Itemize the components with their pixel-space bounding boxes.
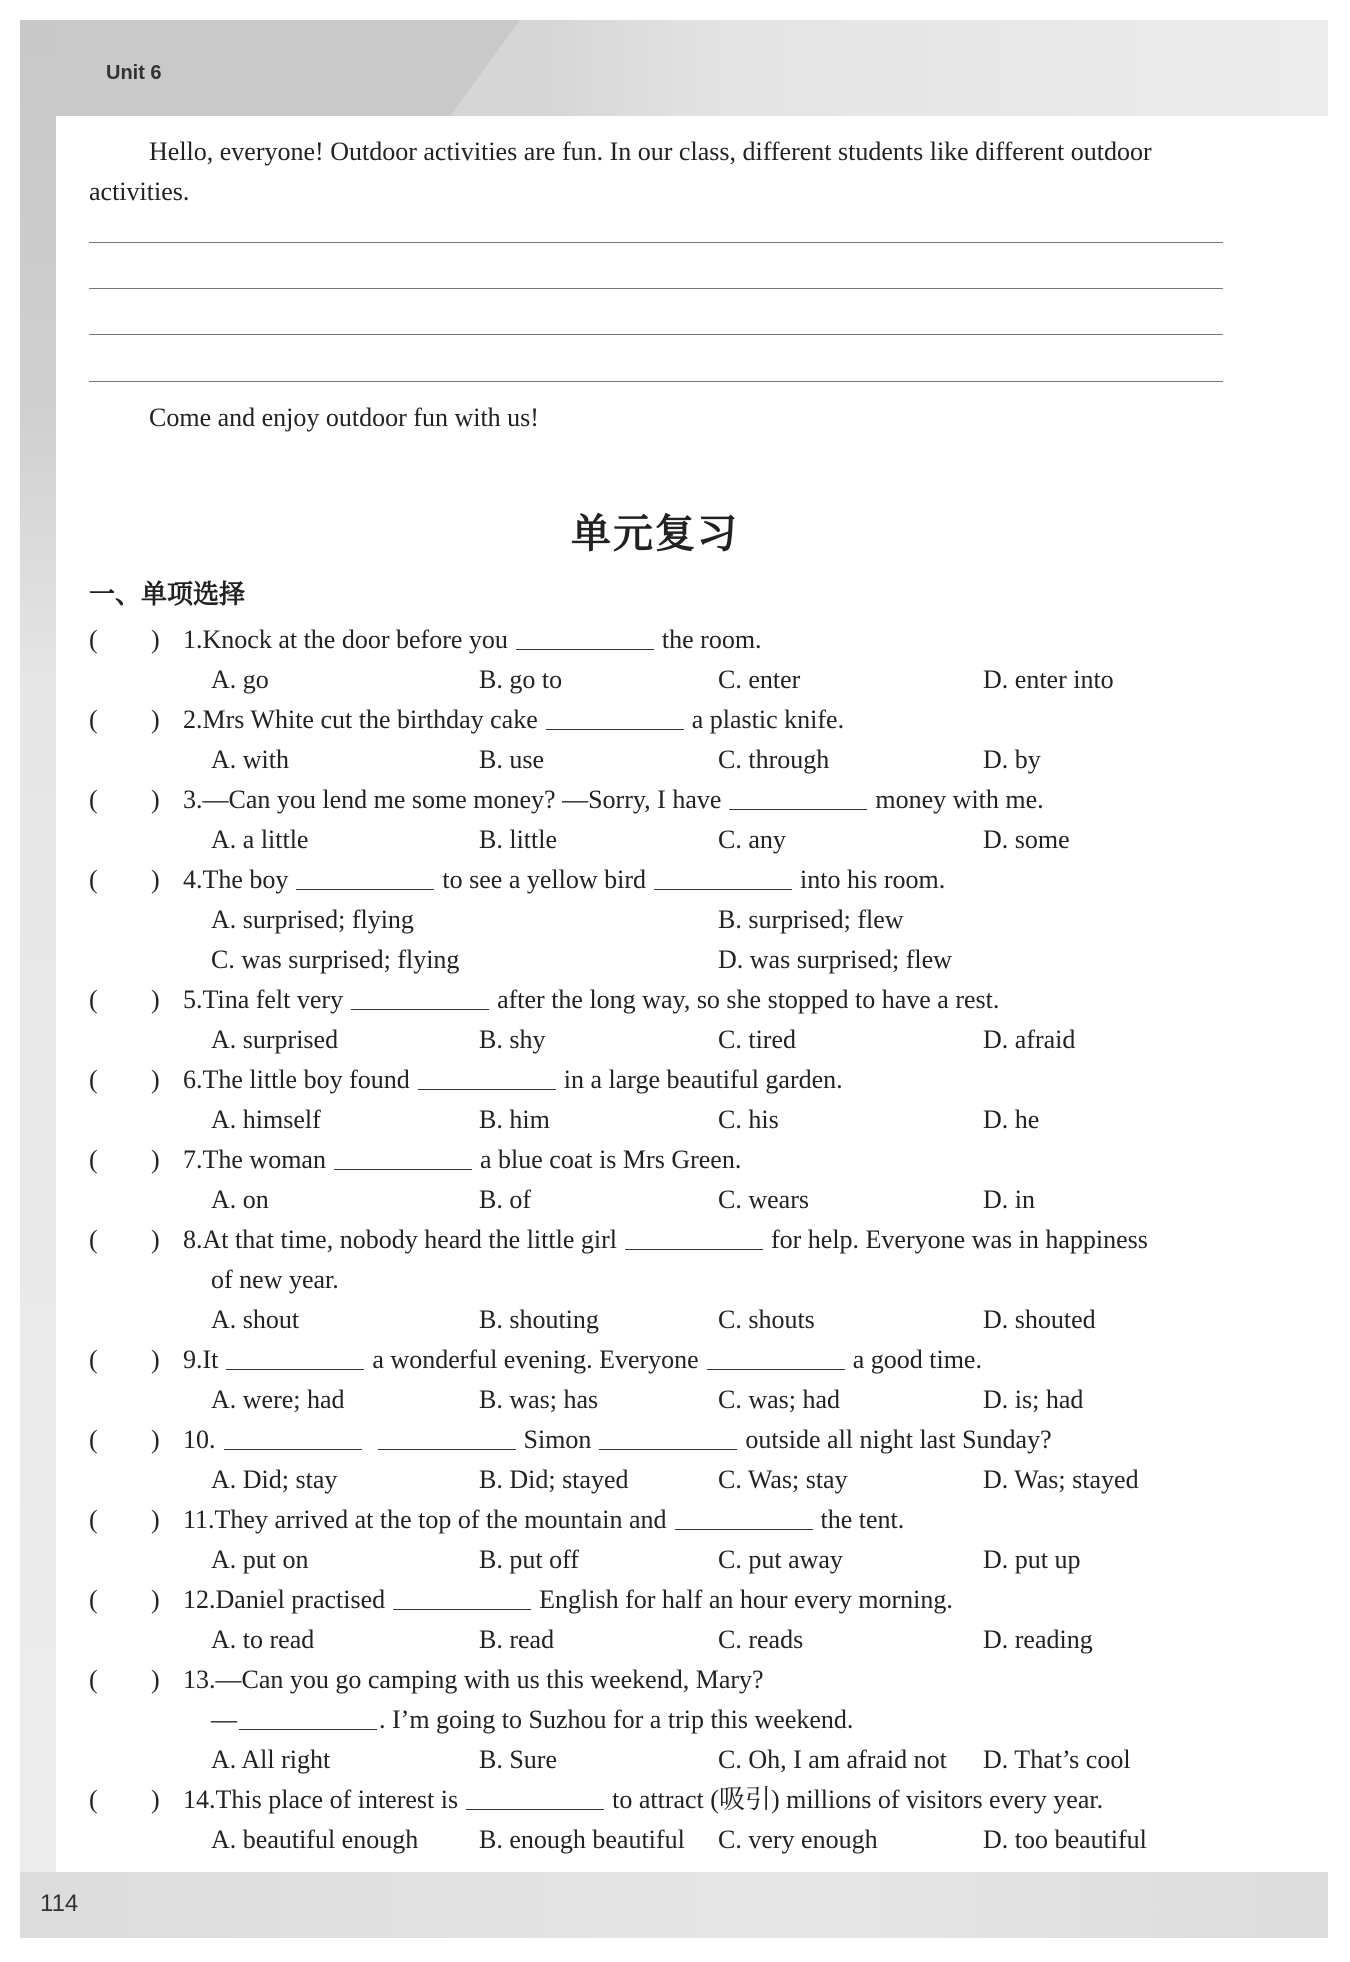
question-segment: Knock at the door before you: [202, 625, 508, 654]
answer-blank[interactable]: [351, 1008, 489, 1010]
question-text: [183, 780, 1044, 820]
part-heading: 一、单项选择: [89, 580, 246, 610]
option[interactable]: B. him: [479, 1105, 550, 1134]
option[interactable]: A. Did; stay: [211, 1465, 338, 1494]
answer-bracket-open[interactable]: (: [89, 625, 98, 654]
answer-blank[interactable]: [418, 1088, 556, 1090]
question-item: [89, 1500, 1249, 1580]
question-line: [89, 780, 1249, 820]
option[interactable]: D. shouted: [983, 1305, 1096, 1334]
question-number: 14.: [183, 1785, 216, 1814]
option[interactable]: A. surprised: [211, 1025, 339, 1054]
question-line: [89, 1220, 1249, 1260]
answer-bracket-open[interactable]: (: [89, 705, 98, 734]
option[interactable]: B. shy: [479, 1025, 546, 1054]
option[interactable]: D. is; had: [983, 1385, 1084, 1414]
question-segment: money with me.: [875, 785, 1044, 814]
option[interactable]: A. a little: [211, 825, 309, 854]
question-number: 12.: [183, 1585, 216, 1614]
option[interactable]: A. put on: [211, 1545, 309, 1574]
question-number: 2.: [183, 705, 203, 734]
option[interactable]: C. was; had: [718, 1385, 841, 1414]
option[interactable]: C. Oh, I am afraid not: [718, 1745, 947, 1774]
option[interactable]: A. were; had: [211, 1385, 345, 1414]
option[interactable]: A. go: [211, 665, 269, 694]
question-item: [89, 1780, 1249, 1860]
question-number: 8.: [183, 1225, 203, 1254]
question-line: [89, 1340, 1249, 1380]
question-item: [89, 620, 1249, 700]
answer-bracket-open[interactable]: (: [89, 865, 98, 894]
option[interactable]: B. of: [479, 1185, 531, 1214]
question-text: [183, 700, 844, 740]
option[interactable]: C. put away: [718, 1545, 843, 1574]
option[interactable]: B. read: [479, 1625, 555, 1654]
option[interactable]: A. surprised; flying: [211, 905, 414, 934]
question-segment: The little boy found: [202, 1065, 410, 1094]
option-row: [89, 900, 1249, 940]
option[interactable]: C. reads: [718, 1625, 804, 1654]
question-number: 9.: [183, 1345, 203, 1374]
option-row: [89, 660, 1249, 700]
option[interactable]: A. to read: [211, 1625, 315, 1654]
question-continuation: [89, 1260, 1249, 1300]
question-segment: The boy: [202, 865, 289, 894]
question-segment: to attract (吸引) millions of visitors every year.: [612, 1785, 1104, 1814]
writing-line: [89, 381, 1223, 382]
option-row: [89, 1460, 1249, 1500]
answer-bracket-open[interactable]: (: [89, 1585, 98, 1614]
question-line: [89, 620, 1249, 660]
question-segment: This place of interest is: [215, 1785, 459, 1814]
question-item: [89, 1660, 1249, 1780]
question-number: 3.: [183, 785, 203, 814]
option-row: [89, 1020, 1249, 1060]
answer-bracket-close[interactable]: ): [151, 1585, 160, 1614]
question-line: [89, 980, 1249, 1020]
question-item: [89, 1220, 1249, 1340]
answer-blank[interactable]: [625, 1248, 763, 1250]
question-segment: for help. Everyone was in happiness: [770, 1225, 1148, 1254]
question-item: [89, 1140, 1249, 1220]
continuation-segment: . I’m going to Suzhou for a trip this weekend.: [379, 1705, 854, 1734]
question-segment: after the long way, so she stopped to have a rest.: [497, 985, 1000, 1014]
option-row: [89, 1180, 1249, 1220]
question-segment: Mrs White cut the birthday cake: [202, 705, 538, 734]
answer-blank[interactable]: [239, 1728, 377, 1730]
question-continuation: [89, 1700, 1249, 1740]
page-frame-top-shade: [20, 20, 520, 116]
answer-bracket-open[interactable]: (: [89, 1785, 98, 1814]
unit-label: Unit 6: [106, 62, 162, 84]
answer-bracket-close[interactable]: ): [151, 865, 160, 894]
option[interactable]: C. very enough: [718, 1825, 878, 1854]
answer-bracket-close[interactable]: ): [151, 1225, 160, 1254]
answer-bracket-open[interactable]: (: [89, 785, 98, 814]
option[interactable]: A. himself: [211, 1105, 321, 1134]
question-item: [89, 1060, 1249, 1140]
question-segment: Tina felt very: [202, 985, 344, 1014]
option[interactable]: B. little: [479, 825, 557, 854]
answer-blank[interactable]: [226, 1368, 364, 1370]
question-line: [89, 1500, 1249, 1540]
answer-bracket-close[interactable]: ): [151, 1065, 160, 1094]
answer-blank[interactable]: [334, 1168, 472, 1170]
question-text: [183, 860, 945, 900]
question-text: [183, 1500, 904, 1540]
answer-bracket-close[interactable]: ): [151, 625, 160, 654]
question-text: [183, 1140, 741, 1180]
option[interactable]: B. Sure: [479, 1745, 557, 1774]
answer-bracket-open[interactable]: (: [89, 1345, 98, 1374]
option[interactable]: A. with: [211, 745, 289, 774]
option[interactable]: C. tired: [718, 1025, 796, 1054]
question-number: 4.: [183, 865, 203, 894]
page-number: 114: [40, 1890, 79, 1917]
answer-bracket-close[interactable]: ): [151, 1665, 160, 1694]
answer-bracket-close[interactable]: ): [151, 785, 160, 814]
option[interactable]: D. afraid: [983, 1025, 1076, 1054]
question-number: 10.: [183, 1425, 216, 1454]
continuation-dash: —: [211, 1705, 237, 1734]
question-segment: the tent.: [820, 1505, 905, 1534]
answer-bracket-open[interactable]: (: [89, 1425, 98, 1454]
question-line: [89, 1660, 1249, 1700]
option[interactable]: D. some: [983, 825, 1070, 854]
option-row: [89, 1100, 1249, 1140]
question-segment: the room.: [661, 625, 762, 654]
question-segment: —Can you lend me some money? —Sorry, I have: [202, 785, 722, 814]
option[interactable]: B. put off: [479, 1545, 579, 1574]
question-item: [89, 1580, 1249, 1660]
page-frame-left: [20, 20, 56, 1938]
question-text: [183, 1340, 982, 1380]
answer-bracket-close[interactable]: ): [151, 1425, 160, 1454]
answer-blank[interactable]: [296, 888, 434, 890]
option[interactable]: D. in: [983, 1185, 1035, 1214]
option[interactable]: D. was surprised; flew: [718, 945, 952, 974]
question-line: [89, 1140, 1249, 1180]
question-item: [89, 860, 1249, 980]
option-row: [89, 1620, 1249, 1660]
option[interactable]: B. enough beautiful: [479, 1825, 685, 1854]
question-segment: The woman: [202, 1145, 326, 1174]
answer-bracket-close[interactable]: ): [151, 705, 160, 734]
question-segment: Daniel practised: [215, 1585, 386, 1614]
answer-blank[interactable]: [675, 1528, 813, 1530]
question-segment: a blue coat is Mrs Green.: [479, 1145, 742, 1174]
option[interactable]: D. he: [983, 1105, 1040, 1134]
answer-blank[interactable]: [546, 728, 684, 730]
option[interactable]: C. his: [718, 1105, 779, 1134]
question-segment: They arrived at the top of the mountain and: [214, 1505, 667, 1534]
option[interactable]: A. on: [211, 1185, 269, 1214]
question-segment: —Can you go camping with us this weekend, Mary?: [215, 1665, 764, 1694]
question-text: [183, 980, 999, 1020]
answer-bracket-open[interactable]: (: [89, 985, 98, 1014]
section-title: 单元复习: [571, 511, 739, 557]
option[interactable]: D. That’s cool: [983, 1745, 1131, 1774]
answer-blank[interactable]: [516, 648, 654, 650]
option-row: [89, 820, 1249, 860]
answer-bracket-open[interactable]: (: [89, 1505, 98, 1534]
option[interactable]: C. enter: [718, 665, 801, 694]
option[interactable]: A. beautiful enough: [211, 1825, 419, 1854]
question-text: [183, 1580, 953, 1620]
question-segment: English for half an hour every morning.: [539, 1585, 953, 1614]
question-number: 5.: [183, 985, 203, 1014]
option[interactable]: A. All right: [211, 1745, 331, 1774]
option[interactable]: C. through: [718, 745, 830, 774]
option[interactable]: C. shouts: [718, 1305, 815, 1334]
option-row: [89, 1380, 1249, 1420]
option-row: [89, 940, 1249, 980]
writing-closing: Come and enjoy outdoor fun with us!: [149, 403, 539, 432]
question-line: [89, 700, 1249, 740]
option-row: [89, 1740, 1249, 1780]
question-segment: a wonderful evening. Everyone: [372, 1345, 699, 1374]
answer-bracket-close[interactable]: ): [151, 1145, 160, 1174]
question-line: [89, 860, 1249, 900]
question-item: [89, 1420, 1249, 1500]
question-number: 1.: [183, 625, 203, 654]
option[interactable]: B. was; has: [479, 1385, 599, 1414]
answer-blank[interactable]: [466, 1808, 604, 1810]
question-segment: into his room.: [800, 865, 946, 894]
option[interactable]: C. was surprised; flying: [211, 945, 460, 974]
option[interactable]: C. wears: [718, 1185, 809, 1214]
answer-blank[interactable]: [707, 1368, 845, 1370]
question-text: [183, 1220, 1148, 1260]
answer-bracket-open[interactable]: (: [89, 1665, 98, 1694]
question-segment: to see a yellow bird: [442, 865, 647, 894]
question-line: [89, 1060, 1249, 1100]
question-line: [89, 1780, 1249, 1820]
question-text: [183, 1660, 764, 1700]
answer-blank[interactable]: [224, 1448, 362, 1450]
option[interactable]: D. Was; stayed: [983, 1465, 1139, 1494]
question-number: 13.: [183, 1665, 216, 1694]
question-text: [183, 1780, 1103, 1820]
option[interactable]: C. Was; stay: [718, 1465, 848, 1494]
option[interactable]: B. Did; stayed: [479, 1465, 629, 1494]
question-item: [89, 980, 1249, 1060]
option-row: [89, 1540, 1249, 1580]
question-segment: outside all night last Sunday?: [745, 1425, 1052, 1454]
question-segment: a plastic knife.: [691, 705, 845, 734]
question-number: 7.: [183, 1145, 203, 1174]
question-text: [183, 620, 762, 660]
option[interactable]: B. surprised; flew: [718, 905, 904, 934]
question-item: [89, 1340, 1249, 1420]
option-row: [89, 740, 1249, 780]
answer-bracket-close[interactable]: ): [151, 985, 160, 1014]
writing-line: [89, 242, 1223, 243]
option[interactable]: D. enter into: [983, 665, 1114, 694]
continuation-segment: of new year.: [211, 1265, 339, 1294]
answer-bracket-open[interactable]: (: [89, 1225, 98, 1254]
option[interactable]: B. use: [479, 745, 544, 774]
question-segment: At that time, nobody heard the little girl: [202, 1225, 617, 1254]
answer-blank[interactable]: [393, 1608, 531, 1610]
option[interactable]: C. any: [718, 825, 786, 854]
option-row: [89, 1820, 1249, 1860]
continuation-text: [211, 1700, 853, 1740]
answer-blank[interactable]: [654, 888, 792, 890]
option[interactable]: A. shout: [211, 1305, 300, 1334]
answer-bracket-close[interactable]: ): [151, 1505, 160, 1534]
question-segment: a good time.: [852, 1345, 982, 1374]
option[interactable]: B. shouting: [479, 1305, 599, 1334]
question-item: [89, 780, 1249, 860]
writing-line: [89, 288, 1223, 289]
question-segment: It: [202, 1345, 219, 1374]
question-segment: in a large beautiful garden.: [563, 1065, 843, 1094]
question-item: [89, 700, 1249, 780]
question-text: [183, 1060, 843, 1100]
question-line: [89, 1420, 1249, 1460]
answer-blank[interactable]: [729, 808, 867, 810]
page-frame-bottom: [20, 1872, 1328, 1938]
answer-blank[interactable]: [599, 1448, 737, 1450]
question-segment: Simon: [523, 1425, 592, 1454]
option[interactable]: D. put up: [983, 1545, 1081, 1574]
question-line: [89, 1580, 1249, 1620]
writing-line: [89, 334, 1223, 335]
option[interactable]: D. by: [983, 745, 1041, 774]
writing-intro: Hello, everyone! Outdoor activities are fun. In our class, different students like different outdoor activities.: [89, 137, 1152, 206]
answer-bracket-open[interactable]: (: [89, 1065, 98, 1094]
question-text: [183, 1420, 1052, 1460]
option[interactable]: D. too beautiful: [983, 1825, 1147, 1854]
answer-bracket-open[interactable]: (: [89, 1145, 98, 1174]
answer-blank[interactable]: [378, 1448, 516, 1450]
answer-bracket-close[interactable]: ): [151, 1345, 160, 1374]
question-number: 6.: [183, 1065, 203, 1094]
option-row: [89, 1300, 1249, 1340]
option[interactable]: B. go to: [479, 665, 563, 694]
option[interactable]: D. reading: [983, 1625, 1093, 1654]
continuation-text: [211, 1260, 339, 1300]
answer-bracket-close[interactable]: ): [151, 1785, 160, 1814]
question-number: 11.: [183, 1505, 215, 1534]
